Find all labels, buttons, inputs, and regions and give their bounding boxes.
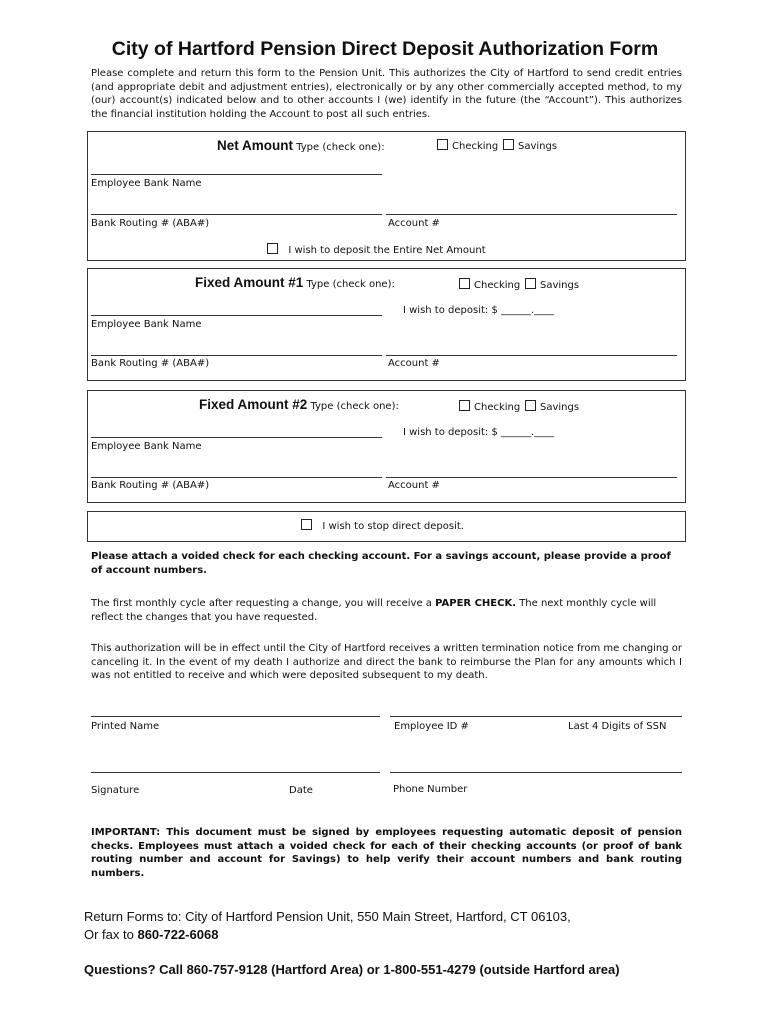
net-bank-name-label: Employee Bank Name (91, 178, 202, 189)
fixed2-savings-checkbox[interactable] (525, 400, 536, 411)
net-checking-checkbox[interactable] (437, 139, 448, 150)
date-label: Date (289, 785, 313, 796)
fax-line (84, 927, 218, 942)
fixed1-savings-label: Savings (540, 280, 580, 291)
employee-id-ssn-field[interactable] (390, 716, 682, 717)
authorization-paragraph: This authorization will be in effect until the City of Hartford receives a written termination notice from me changing or canceling it. In the event of my death I authorize and direct the bank to reimburse the Plan for any amounts which I was not entitled to receive and which were deposited subsequent to my death. (91, 643, 682, 681)
net-amount-section (87, 131, 686, 261)
fixed1-bank-name-field[interactable] (91, 315, 382, 316)
return-forms-line: Return Forms to: City of Hartford Pension Unit, 550 Main Street, Hartford, CT 06103, (84, 909, 571, 924)
fixed1-savings-checkbox[interactable] (525, 278, 536, 289)
fixed2-routing-label: Bank Routing # (ABA#) (91, 480, 210, 491)
net-entire-option[interactable] (267, 243, 486, 256)
cycle-text-post: The next monthly cycle will reflect the changes that you have requested. (91, 598, 657, 623)
net-checking-label: Checking (452, 141, 499, 152)
fixed2-bank-name-label: Employee Bank Name (91, 441, 202, 452)
net-routing-label: Bank Routing # (ABA#) (91, 218, 210, 229)
net-savings-option[interactable] (503, 139, 557, 152)
fixed1-deposit-amount[interactable]: I wish to deposit: $ ______.____ (403, 305, 555, 316)
net-checking-option[interactable] (437, 139, 498, 152)
net-entire-checkbox[interactable] (267, 243, 278, 254)
attach-check-note: Please attach a voided check for each checking account. For a savings account, please provide a proof of account numbers. (91, 551, 671, 576)
net-bank-name-field[interactable] (91, 174, 382, 175)
ssn-label: Last 4 Digits of SSN (568, 721, 667, 732)
form-title: City of Hartford Pension Direct Deposit Authorization Form (111, 38, 659, 60)
net-routing-field[interactable] (91, 214, 382, 215)
fixed1-routing-label: Bank Routing # (ABA#) (91, 358, 210, 369)
fixed2-savings-label: Savings (540, 402, 580, 413)
fixed2-savings-option[interactable] (525, 400, 579, 413)
fixed1-account-field[interactable] (386, 355, 677, 356)
paper-check-emphasis: PAPER CHECK. (435, 598, 517, 609)
fixed2-heading-row (199, 397, 399, 412)
fax-number: 860-722-6068 (137, 927, 219, 942)
fixed1-bank-name-label: Employee Bank Name (91, 319, 202, 330)
fixed1-heading: Fixed Amount #1 (195, 275, 304, 290)
printed-name-field[interactable] (91, 716, 380, 717)
fixed1-checking-label: Checking (474, 280, 521, 291)
printed-name-label: Printed Name (91, 721, 160, 732)
stop-deposit-label: I wish to stop direct deposit. (322, 521, 464, 532)
fax-prefix: Or fax to (84, 927, 138, 942)
fixed2-routing-field[interactable] (91, 477, 382, 478)
net-entire-label: I wish to deposit the Entire Net Amount (288, 245, 486, 256)
fixed2-deposit-amount[interactable]: I wish to deposit: $ ______.____ (403, 427, 555, 438)
fixed1-account-label: Account # (388, 358, 440, 369)
paper-check-note (91, 597, 682, 624)
fixed1-type-label: Type (check one): (306, 279, 395, 290)
intro-paragraph: Please complete and return this form to the Pension Unit. This authorizes the City of Hartford to send credit entries (and appropriate debit and adjustment entries), electronically or by any other commercially accepted method, to my (our) account(s) indicated below and to other accounts I (we) identify in the future (the “Account”). This authorizes the financial institution holding the Account to post all such entries. (91, 68, 682, 120)
fixed2-type-label: Type (check one): (310, 401, 399, 412)
net-savings-checkbox[interactable] (503, 139, 514, 150)
fixed1-checking-checkbox[interactable] (459, 278, 470, 289)
stop-deposit-section (87, 511, 686, 542)
fixed2-checking-option[interactable] (459, 400, 520, 413)
net-amount-heading: Net Amount (217, 138, 293, 153)
fixed1-heading-row (195, 275, 395, 290)
phone-number-field[interactable] (390, 772, 682, 773)
fixed2-bank-name-field[interactable] (91, 437, 382, 438)
signature-date-field[interactable] (91, 772, 380, 773)
net-type-label: Type (check one): (296, 142, 385, 153)
fixed2-checking-checkbox[interactable] (459, 400, 470, 411)
fixed1-routing-field[interactable] (91, 355, 382, 356)
fixed2-account-label: Account # (388, 480, 440, 491)
fixed1-checking-option[interactable] (459, 278, 520, 291)
signature-label: Signature (91, 785, 140, 796)
important-notice: IMPORTANT: This document must be signed by employees requesting automatic deposit of pension checks. Employees must attach a voided check for each of their checking accounts (or proof of bank routing number and account for Savings) to help verify their account numbers and bank routing numbers. (91, 827, 682, 879)
questions-line: Questions? Call 860-757-9128 (Hartford Area) or 1-800-551-4279 (outside Hartford area) (84, 962, 620, 977)
fixed2-account-field[interactable] (386, 477, 677, 478)
fixed2-heading: Fixed Amount #2 (199, 397, 308, 412)
net-account-field[interactable] (386, 214, 677, 215)
fixed-amount-2-section (87, 390, 686, 503)
fixed2-checking-label: Checking (474, 402, 521, 413)
net-account-label: Account # (388, 218, 440, 229)
net-savings-label: Savings (518, 141, 558, 152)
fixed-amount-1-section (87, 268, 686, 381)
net-amount-heading-row (217, 138, 385, 153)
employee-id-label: Employee ID # (394, 721, 469, 732)
fixed1-savings-option[interactable] (525, 278, 579, 291)
stop-deposit-option[interactable] (301, 519, 464, 532)
cycle-text-pre: The first monthly cycle after requesting a change, you will receive a (91, 598, 436, 609)
phone-number-label: Phone Number (393, 784, 468, 795)
stop-deposit-checkbox[interactable] (301, 519, 312, 530)
